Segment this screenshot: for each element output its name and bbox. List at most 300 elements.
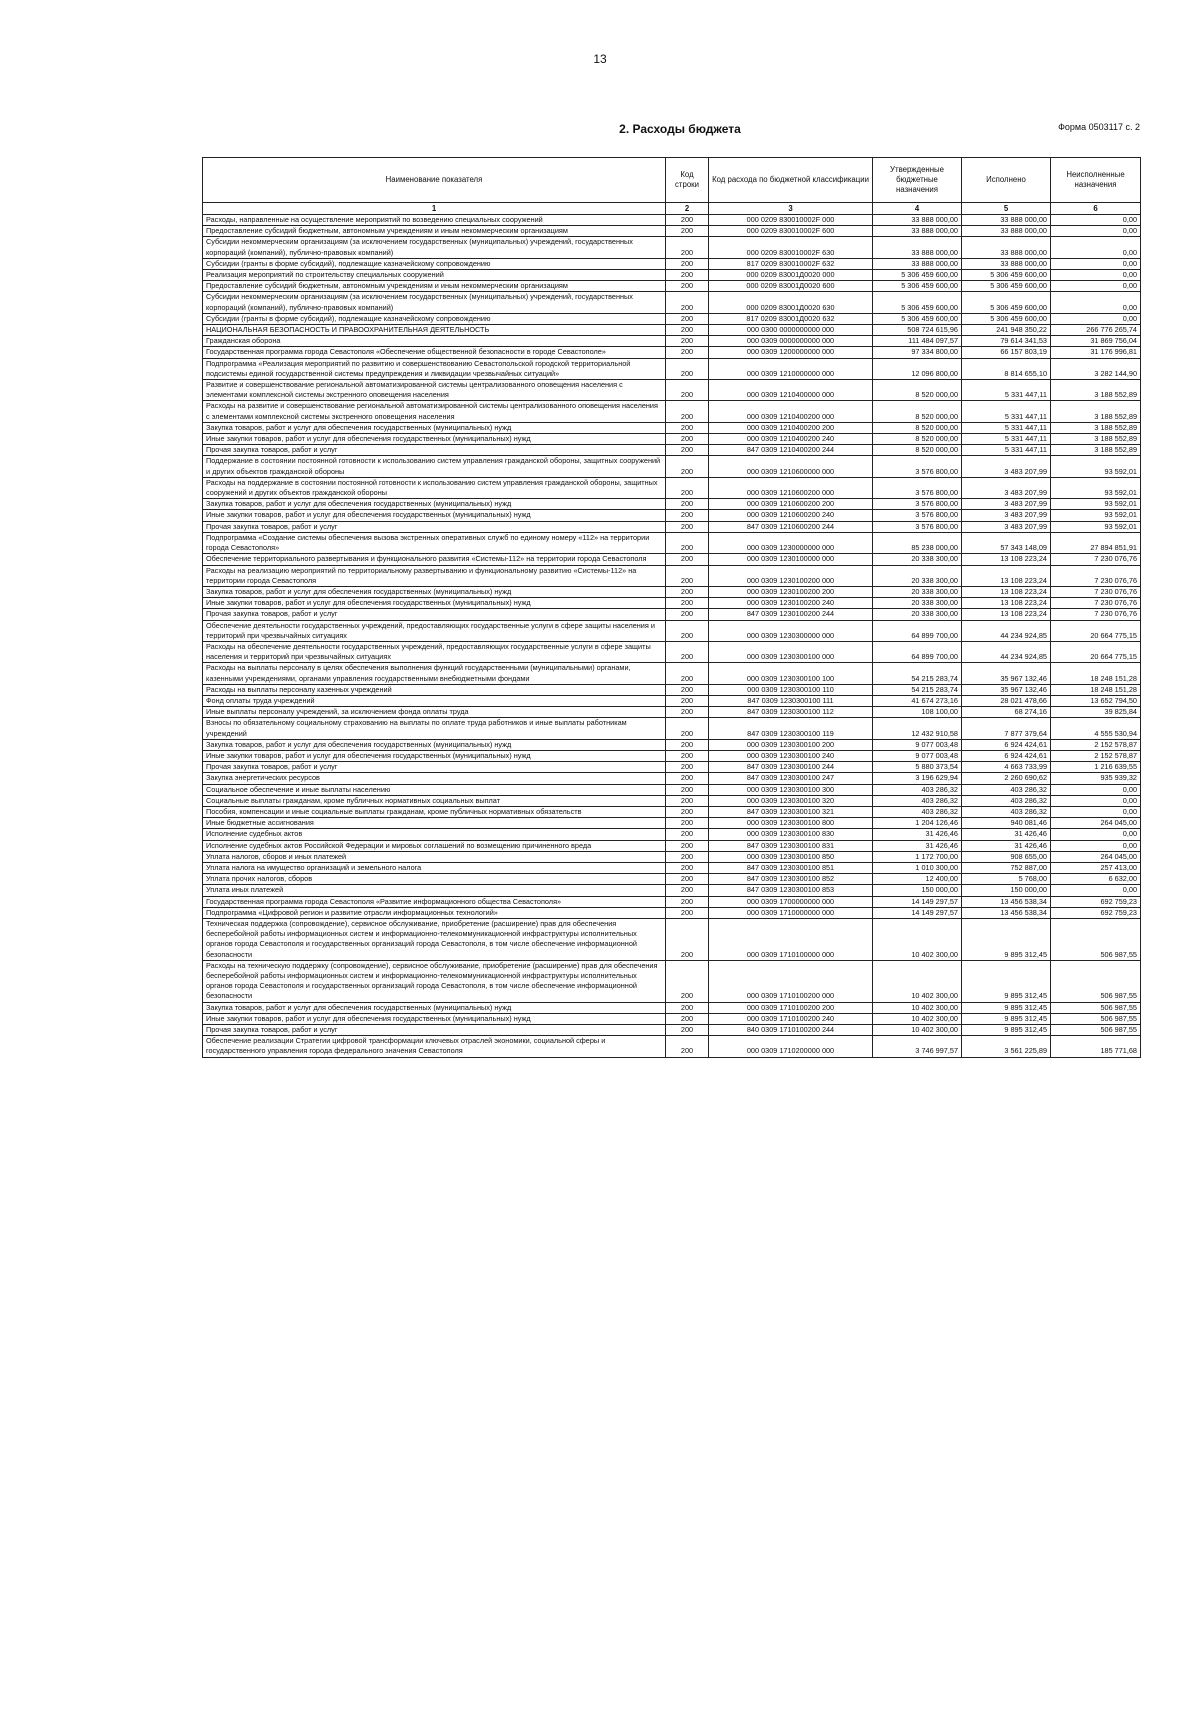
remaining-amount: 93 592,01 <box>1051 499 1141 510</box>
row-name: НАЦИОНАЛЬНАЯ БЕЗОПАСНОСТЬ И ПРАВООХРАНИТЕЛЬНАЯ ДЕЯТЕЛЬНОСТЬ <box>203 325 666 336</box>
expense-code: 847 0309 1230300100 831 <box>709 840 873 851</box>
row-name: Закупка товаров, работ и услуг для обеспечения государственных (муниципальных) нужд <box>203 1002 666 1013</box>
table-row <box>203 829 1141 840</box>
row-code: 200 <box>666 1036 709 1057</box>
executed-amount: 44 234 924,85 <box>962 641 1051 662</box>
row-name: Предоставление субсидий бюджетным, автономным учреждениям и иным некоммерческим организациям <box>203 226 666 237</box>
remaining-amount: 3 188 552,89 <box>1051 422 1141 433</box>
row-code: 200 <box>666 707 709 718</box>
row-name: Иные закупки товаров, работ и услуг для обеспечения государственных (муниципальных) нужд <box>203 510 666 521</box>
row-name: Прочая закупка товаров, работ и услуг <box>203 1025 666 1036</box>
executed-amount: 5 306 459 600,00 <box>962 270 1051 281</box>
remaining-amount: 185 771,68 <box>1051 1036 1141 1057</box>
row-name: Социальные выплаты гражданам, кроме публичных нормативных социальных выплат <box>203 795 666 806</box>
executed-amount: 3 483 207,99 <box>962 510 1051 521</box>
table-row <box>203 1025 1141 1036</box>
executed-amount: 908 655,00 <box>962 851 1051 862</box>
column-header-name: Наименование показателя <box>203 158 666 203</box>
row-name: Техническая поддержка (сопровождение), сервисное обслуживание, приобретение (расширение) прав для обеспечения бесперебойной работы информационных систем и информационно-телекоммуникационной инфраструктуры исполнительных органов города Севастополя и государственных организаций города Севастополя, в том числе обеспечение информационной безопасности <box>203 919 666 961</box>
column-number: 2 <box>666 203 709 215</box>
expense-code: 000 0209 830010002F 000 <box>709 215 873 226</box>
approved-amount: 10 402 300,00 <box>873 1002 962 1013</box>
remaining-amount: 0,00 <box>1051 258 1141 269</box>
table-row <box>203 477 1141 498</box>
row-code: 200 <box>666 960 709 1002</box>
row-code: 200 <box>666 586 709 597</box>
column-header-row-code: Код строки <box>666 158 709 203</box>
table-row <box>203 684 1141 695</box>
expense-code: 000 0309 1210600200 240 <box>709 510 873 521</box>
row-code: 200 <box>666 718 709 739</box>
row-name: Пособия, компенсации и иные социальные выплаты гражданам, кроме публичных нормативных обязательств <box>203 806 666 817</box>
approved-amount: 3 196 629,94 <box>873 773 962 784</box>
remaining-amount: 506 987,55 <box>1051 1025 1141 1036</box>
approved-amount: 10 402 300,00 <box>873 1013 962 1024</box>
table-row <box>203 325 1141 336</box>
approved-amount: 403 286,32 <box>873 806 962 817</box>
row-name: Расходы, направленные на осуществление мероприятий по возведению специальных сооружений <box>203 215 666 226</box>
expense-code: 000 0309 1230300100 100 <box>709 663 873 684</box>
executed-amount: 13 456 538,34 <box>962 896 1051 907</box>
expense-code: 847 0309 1230100200 244 <box>709 609 873 620</box>
row-name: Прочая закупка товаров, работ и услуг <box>203 521 666 532</box>
row-code: 200 <box>666 840 709 851</box>
remaining-amount: 1 216 639,55 <box>1051 762 1141 773</box>
row-code: 200 <box>666 620 709 641</box>
expense-code: 000 0309 1210400000 000 <box>709 380 873 401</box>
row-code: 200 <box>666 445 709 456</box>
expenses-table <box>202 157 1141 1058</box>
expense-code: 847 0309 1210400200 244 <box>709 445 873 456</box>
executed-amount: 79 614 341,53 <box>962 336 1051 347</box>
table-row <box>203 499 1141 510</box>
table-row <box>203 532 1141 553</box>
approved-amount: 3 576 800,00 <box>873 499 962 510</box>
row-code: 200 <box>666 818 709 829</box>
executed-amount: 31 426,46 <box>962 829 1051 840</box>
table-row <box>203 960 1141 1002</box>
row-name: Иные закупки товаров, работ и услуг для обеспечения государственных (муниципальных) нужд <box>203 434 666 445</box>
row-code: 200 <box>666 739 709 750</box>
approved-amount: 403 286,32 <box>873 795 962 806</box>
expenses-table-wrapper <box>202 157 1140 1058</box>
remaining-amount: 0,00 <box>1051 806 1141 817</box>
row-name: Расходы на реализацию мероприятий по территориальному развертыванию и функциональному развитию «Системы-112» на территории города Севастополя <box>203 565 666 586</box>
row-name: Закупка энергетических ресурсов <box>203 773 666 784</box>
column-header-executed: Исполнено <box>962 158 1051 203</box>
remaining-amount: 7 230 076,76 <box>1051 609 1141 620</box>
remaining-amount: 0,00 <box>1051 313 1141 324</box>
row-name: Государственная программа города Севастополя «Обеспечение общественной безопасности в городе Севастополе» <box>203 347 666 358</box>
table-row <box>203 818 1141 829</box>
row-name: Обеспечение территориального развертывания и функционального развития «Системы-112» на территории города Севастополя <box>203 554 666 565</box>
table-row <box>203 773 1141 784</box>
row-code: 200 <box>666 609 709 620</box>
row-code: 200 <box>666 521 709 532</box>
expense-code: 000 0309 1710100200 200 <box>709 1002 873 1013</box>
row-code: 200 <box>666 795 709 806</box>
row-name: Подпрограмма «Создание системы обеспечения вызова экстренных оперативных служб по единому номеру «112» на территории города Севастополя» <box>203 532 666 553</box>
column-header-expense-code: Код расхода по бюджетной классификации <box>709 158 873 203</box>
approved-amount: 12 432 910,58 <box>873 718 962 739</box>
remaining-amount: 2 152 578,87 <box>1051 750 1141 761</box>
row-code: 200 <box>666 762 709 773</box>
approved-amount: 64 899 700,00 <box>873 620 962 641</box>
executed-amount: 9 895 312,45 <box>962 1025 1051 1036</box>
remaining-amount: 7 230 076,76 <box>1051 554 1141 565</box>
column-number: 1 <box>203 203 666 215</box>
remaining-amount: 27 894 851,91 <box>1051 532 1141 553</box>
expense-code: 000 0209 83001Д0020 630 <box>709 292 873 313</box>
expense-code: 000 0309 1230300100 320 <box>709 795 873 806</box>
row-code: 200 <box>666 226 709 237</box>
expense-code: 000 0309 1230000000 000 <box>709 532 873 553</box>
approved-amount: 5 306 459 600,00 <box>873 270 962 281</box>
expense-code: 000 0309 0000000000 000 <box>709 336 873 347</box>
approved-amount: 5 306 459 600,00 <box>873 313 962 324</box>
remaining-amount: 0,00 <box>1051 270 1141 281</box>
expense-code: 000 0309 1210000000 000 <box>709 358 873 379</box>
row-code: 200 <box>666 510 709 521</box>
row-code: 200 <box>666 325 709 336</box>
table-row <box>203 750 1141 761</box>
row-code: 200 <box>666 237 709 258</box>
approved-amount: 12 096 800,00 <box>873 358 962 379</box>
approved-amount: 31 426,46 <box>873 829 962 840</box>
expense-code: 000 0309 1210400200 200 <box>709 422 873 433</box>
executed-amount: 6 924 424,61 <box>962 750 1051 761</box>
expense-code: 000 0309 1230300100 240 <box>709 750 873 761</box>
row-name: Закупка товаров, работ и услуг для обеспечения государственных (муниципальных) нужд <box>203 586 666 597</box>
remaining-amount: 935 939,32 <box>1051 773 1141 784</box>
row-code: 200 <box>666 358 709 379</box>
approved-amount: 64 899 700,00 <box>873 641 962 662</box>
approved-amount: 10 402 300,00 <box>873 1025 962 1036</box>
approved-amount: 33 888 000,00 <box>873 237 962 258</box>
row-name: Фонд оплаты труда учреждений <box>203 695 666 706</box>
executed-amount: 150 000,00 <box>962 885 1051 896</box>
remaining-amount: 4 555 530,94 <box>1051 718 1141 739</box>
executed-amount: 28 021 478,66 <box>962 695 1051 706</box>
row-code: 200 <box>666 851 709 862</box>
approved-amount: 41 674 273,16 <box>873 695 962 706</box>
remaining-amount: 20 664 775,15 <box>1051 620 1141 641</box>
executed-amount: 9 895 312,45 <box>962 1013 1051 1024</box>
approved-amount: 108 100,00 <box>873 707 962 718</box>
row-name: Гражданская оборона <box>203 336 666 347</box>
table-row <box>203 919 1141 961</box>
executed-amount: 7 877 379,64 <box>962 718 1051 739</box>
expense-code: 000 0309 1710000000 000 <box>709 907 873 918</box>
table-row <box>203 313 1141 324</box>
row-code: 200 <box>666 896 709 907</box>
table-row <box>203 380 1141 401</box>
table-row <box>203 663 1141 684</box>
column-number: 4 <box>873 203 962 215</box>
remaining-amount: 3 282 144,90 <box>1051 358 1141 379</box>
expense-code: 847 0309 1230300100 244 <box>709 762 873 773</box>
approved-amount: 10 402 300,00 <box>873 919 962 961</box>
table-row <box>203 874 1141 885</box>
remaining-amount: 506 987,55 <box>1051 919 1141 961</box>
approved-amount: 20 338 300,00 <box>873 586 962 597</box>
remaining-amount: 7 230 076,76 <box>1051 565 1141 586</box>
approved-amount: 8 520 000,00 <box>873 422 962 433</box>
approved-amount: 508 724 615,96 <box>873 325 962 336</box>
row-name: Иные бюджетные ассигнования <box>203 818 666 829</box>
row-code: 200 <box>666 874 709 885</box>
table-row <box>203 336 1141 347</box>
executed-amount: 5 306 459 600,00 <box>962 292 1051 313</box>
table-row <box>203 784 1141 795</box>
table-row <box>203 358 1141 379</box>
remaining-amount: 506 987,55 <box>1051 960 1141 1002</box>
remaining-amount: 0,00 <box>1051 215 1141 226</box>
row-code: 200 <box>666 215 709 226</box>
row-name: Субсидии (гранты в форме субсидий), подлежащие казначейскому сопровождению <box>203 313 666 324</box>
executed-amount: 35 967 132,46 <box>962 684 1051 695</box>
approved-amount: 8 520 000,00 <box>873 445 962 456</box>
remaining-amount: 18 248 151,28 <box>1051 684 1141 695</box>
executed-amount: 5 331 447,11 <box>962 445 1051 456</box>
expense-code: 000 0309 1230300100 850 <box>709 851 873 862</box>
expense-code: 840 0309 1710100200 244 <box>709 1025 873 1036</box>
approved-amount: 8 520 000,00 <box>873 401 962 422</box>
row-name: Иные закупки товаров, работ и услуг для обеспечения государственных (муниципальных) нужд <box>203 1013 666 1024</box>
approved-amount: 33 888 000,00 <box>873 258 962 269</box>
expense-code: 000 0209 83001Д0020 000 <box>709 270 873 281</box>
row-name: Субсидии некоммерческим организациям (за исключением государственных (муниципальных) учреждений, государственных корпораций (компаний), публично-правовых компаний) <box>203 237 666 258</box>
expense-code: 000 0309 1230300100 200 <box>709 739 873 750</box>
executed-amount: 3 483 207,99 <box>962 477 1051 498</box>
expense-code: 847 0309 1230300100 247 <box>709 773 873 784</box>
row-name: Иные закупки товаров, работ и услуг для обеспечения государственных (муниципальных) нужд <box>203 598 666 609</box>
row-code: 200 <box>666 313 709 324</box>
table-row <box>203 795 1141 806</box>
executed-amount: 8 814 655,10 <box>962 358 1051 379</box>
executed-amount: 403 286,32 <box>962 784 1051 795</box>
row-code: 200 <box>666 750 709 761</box>
remaining-amount: 0,00 <box>1051 292 1141 313</box>
row-name: Обеспечение реализации Стратегии цифровой трансформации ключевых отраслей экономики, социальной сферы и государственного управления города федерального значения Севастополя <box>203 1036 666 1057</box>
row-code: 200 <box>666 401 709 422</box>
column-number: 3 <box>709 203 873 215</box>
approved-amount: 9 077 003,48 <box>873 739 962 750</box>
expense-code: 000 0309 1210600200 200 <box>709 499 873 510</box>
table-row <box>203 565 1141 586</box>
column-number-row <box>203 203 1141 215</box>
approved-amount: 3 746 997,57 <box>873 1036 962 1057</box>
executed-amount: 33 888 000,00 <box>962 237 1051 258</box>
row-code: 200 <box>666 907 709 918</box>
row-name: Взносы по обязательному социальному страхованию на выплаты по оплате труда работников и иные выплаты работникам учреждений <box>203 718 666 739</box>
executed-amount: 3 483 207,99 <box>962 499 1051 510</box>
approved-amount: 1 010 300,00 <box>873 862 962 873</box>
remaining-amount: 692 759,23 <box>1051 896 1141 907</box>
row-code: 200 <box>666 422 709 433</box>
row-code: 200 <box>666 565 709 586</box>
row-code: 200 <box>666 885 709 896</box>
remaining-amount: 0,00 <box>1051 237 1141 258</box>
remaining-amount: 31 869 756,04 <box>1051 336 1141 347</box>
approved-amount: 20 338 300,00 <box>873 554 962 565</box>
row-name: Прочая закупка товаров, работ и услуг <box>203 445 666 456</box>
executed-amount: 13 108 223,24 <box>962 598 1051 609</box>
remaining-amount: 266 776 265,74 <box>1051 325 1141 336</box>
row-name: Иные выплаты персоналу учреждений, за исключением фонда оплаты труда <box>203 707 666 718</box>
row-name: Субсидии некоммерческим организациям (за исключением государственных (муниципальных) учреждений, государственных корпораций (компаний), публично-правовых компаний) <box>203 292 666 313</box>
executed-amount: 241 948 350,22 <box>962 325 1051 336</box>
table-row <box>203 609 1141 620</box>
row-code: 200 <box>666 663 709 684</box>
table-row <box>203 707 1141 718</box>
row-name: Субсидии (гранты в форме субсидий), подлежащие казначейскому сопровождению <box>203 258 666 269</box>
approved-amount: 20 338 300,00 <box>873 565 962 586</box>
expense-code: 000 0309 1230100200 000 <box>709 565 873 586</box>
approved-amount: 12 400,00 <box>873 874 962 885</box>
expense-code: 000 0309 1210400200 000 <box>709 401 873 422</box>
row-name: Обеспечение деятельности государственных учреждений, предоставляющих государственные услуги в сфере защиты населения и территорий при чрезвычайных ситуациях <box>203 620 666 641</box>
row-name: Развитие и совершенствование региональной автоматизированной системы централизованного оповещения населения с элементами комплексной системы экстренного оповещения населения <box>203 380 666 401</box>
row-code: 200 <box>666 270 709 281</box>
approved-amount: 54 215 283,74 <box>873 684 962 695</box>
approved-amount: 97 334 800,00 <box>873 347 962 358</box>
executed-amount: 44 234 924,85 <box>962 620 1051 641</box>
remaining-amount: 0,00 <box>1051 829 1141 840</box>
approved-amount: 5 306 459 600,00 <box>873 281 962 292</box>
executed-amount: 33 888 000,00 <box>962 215 1051 226</box>
table-row <box>203 586 1141 597</box>
executed-amount: 13 108 223,24 <box>962 565 1051 586</box>
remaining-amount: 31 176 996,81 <box>1051 347 1141 358</box>
remaining-amount: 0,00 <box>1051 840 1141 851</box>
table-header-row <box>203 158 1141 203</box>
table-row <box>203 270 1141 281</box>
executed-amount: 5 768,00 <box>962 874 1051 885</box>
table-row <box>203 258 1141 269</box>
executed-amount: 3 483 207,99 <box>962 456 1051 477</box>
remaining-amount: 0,00 <box>1051 885 1141 896</box>
expense-code: 000 0309 1230100200 200 <box>709 586 873 597</box>
table-body <box>203 215 1141 1058</box>
row-name: Закупка товаров, работ и услуг для обеспечения государственных (муниципальных) нужд <box>203 422 666 433</box>
expense-code: 000 0309 1230300100 800 <box>709 818 873 829</box>
row-code: 200 <box>666 784 709 795</box>
row-name: Предоставление субсидий бюджетным, автономным учреждениям и иным некоммерческим организациям <box>203 281 666 292</box>
row-code: 200 <box>666 380 709 401</box>
row-code: 200 <box>666 919 709 961</box>
row-name: Расходы на техническую поддержку (сопровождение), сервисное обслуживание, приобретение (расширение) прав для обеспечения бесперебойной работы информационных систем и информационно-телекоммуникационной инфраструктуры исполнительных органов города Севастополя и государственных организаций города Севастополя, в том числе обеспечение информационной безопасности <box>203 960 666 1002</box>
form-label: Форма 0503117 с. 2 <box>1058 122 1140 132</box>
row-name: Исполнение судебных актов <box>203 829 666 840</box>
row-name: Реализация мероприятий по строительству специальных сооружений <box>203 270 666 281</box>
expense-code: 847 0309 1230300100 112 <box>709 707 873 718</box>
expense-code: 000 0309 1710100200 240 <box>709 1013 873 1024</box>
row-code: 200 <box>666 641 709 662</box>
expense-code: 000 0309 1230300100 300 <box>709 784 873 795</box>
row-name: Социальное обеспечение и иные выплаты населению <box>203 784 666 795</box>
approved-amount: 1 172 700,00 <box>873 851 962 862</box>
table-row <box>203 401 1141 422</box>
row-code: 200 <box>666 532 709 553</box>
table-row <box>203 445 1141 456</box>
expense-code: 000 0309 1700000000 000 <box>709 896 873 907</box>
row-code: 200 <box>666 806 709 817</box>
row-code: 200 <box>666 862 709 873</box>
approved-amount: 54 215 283,74 <box>873 663 962 684</box>
table-row <box>203 896 1141 907</box>
executed-amount: 68 274,16 <box>962 707 1051 718</box>
executed-amount: 403 286,32 <box>962 806 1051 817</box>
executed-amount: 940 081,46 <box>962 818 1051 829</box>
row-name: Расходы на выплаты персоналу казенных учреждений <box>203 684 666 695</box>
table-row <box>203 422 1141 433</box>
approved-amount: 8 520 000,00 <box>873 434 962 445</box>
executed-amount: 13 108 223,24 <box>962 586 1051 597</box>
remaining-amount: 13 652 794,50 <box>1051 695 1141 706</box>
remaining-amount: 2 152 578,87 <box>1051 739 1141 750</box>
approved-amount: 3 576 800,00 <box>873 521 962 532</box>
table-row <box>203 510 1141 521</box>
remaining-amount: 506 987,55 <box>1051 1013 1141 1024</box>
page-number: 13 <box>593 52 607 66</box>
executed-amount: 4 663 733,99 <box>962 762 1051 773</box>
executed-amount: 33 888 000,00 <box>962 226 1051 237</box>
table-row <box>203 1002 1141 1013</box>
row-name: Исполнение судебных актов Российской Федерации и мировых соглашений по возмещению причиненного вреда <box>203 840 666 851</box>
row-name: Расходы на выплаты персоналу в целях обеспечения выполнения функций государственными (муниципальными) органами, казенными учреждениями, органами управления государственными внебюджетными фондами <box>203 663 666 684</box>
table-row <box>203 806 1141 817</box>
remaining-amount: 93 592,01 <box>1051 521 1141 532</box>
row-code: 200 <box>666 1013 709 1024</box>
expense-code: 000 0209 83001Д0020 600 <box>709 281 873 292</box>
row-code: 200 <box>666 773 709 784</box>
executed-amount: 9 895 312,45 <box>962 960 1051 1002</box>
row-name: Уплата иных платежей <box>203 885 666 896</box>
remaining-amount: 20 664 775,15 <box>1051 641 1141 662</box>
approved-amount: 20 338 300,00 <box>873 609 962 620</box>
remaining-amount: 264 045,00 <box>1051 818 1141 829</box>
approved-amount: 9 077 003,48 <box>873 750 962 761</box>
row-name: Закупка товаров, работ и услуг для обеспечения государственных (муниципальных) нужд <box>203 499 666 510</box>
remaining-amount: 93 592,01 <box>1051 456 1141 477</box>
executed-amount: 6 924 424,61 <box>962 739 1051 750</box>
executed-amount: 5 331 447,11 <box>962 422 1051 433</box>
column-header-remaining: Неисполненные назначения <box>1051 158 1141 203</box>
expense-code: 000 0309 1210400200 240 <box>709 434 873 445</box>
table-row <box>203 434 1141 445</box>
row-name: Поддержание в состоянии постоянной готовности к использованию систем управления гражданской обороны, защитных сооружений и других объектов гражданской обороны <box>203 456 666 477</box>
row-name: Подпрограмма «Реализация мероприятий по развитию и совершенствованию Севастопольской городской территориальной подсистемы единой государственной системы предупреждения и ликвидации чрезвычайных ситуаций» <box>203 358 666 379</box>
row-name: Закупка товаров, работ и услуг для обеспечения государственных (муниципальных) нужд <box>203 739 666 750</box>
approved-amount: 5 306 459 600,00 <box>873 292 962 313</box>
table-row <box>203 695 1141 706</box>
expense-code: 847 0309 1230300100 852 <box>709 874 873 885</box>
expense-code: 847 0309 1230300100 851 <box>709 862 873 873</box>
row-code: 200 <box>666 598 709 609</box>
expense-code: 000 0300 0000000000 000 <box>709 325 873 336</box>
table-row <box>203 1036 1141 1057</box>
executed-amount: 2 260 690,62 <box>962 773 1051 784</box>
approved-amount: 150 000,00 <box>873 885 962 896</box>
column-number: 5 <box>962 203 1051 215</box>
table-row <box>203 762 1141 773</box>
remaining-amount: 93 592,01 <box>1051 477 1141 498</box>
row-name: Иные закупки товаров, работ и услуг для обеспечения государственных (муниципальных) нужд <box>203 750 666 761</box>
remaining-amount: 257 413,00 <box>1051 862 1141 873</box>
row-name: Уплата налога на имущество организаций и земельного налога <box>203 862 666 873</box>
approved-amount: 85 238 000,00 <box>873 532 962 553</box>
